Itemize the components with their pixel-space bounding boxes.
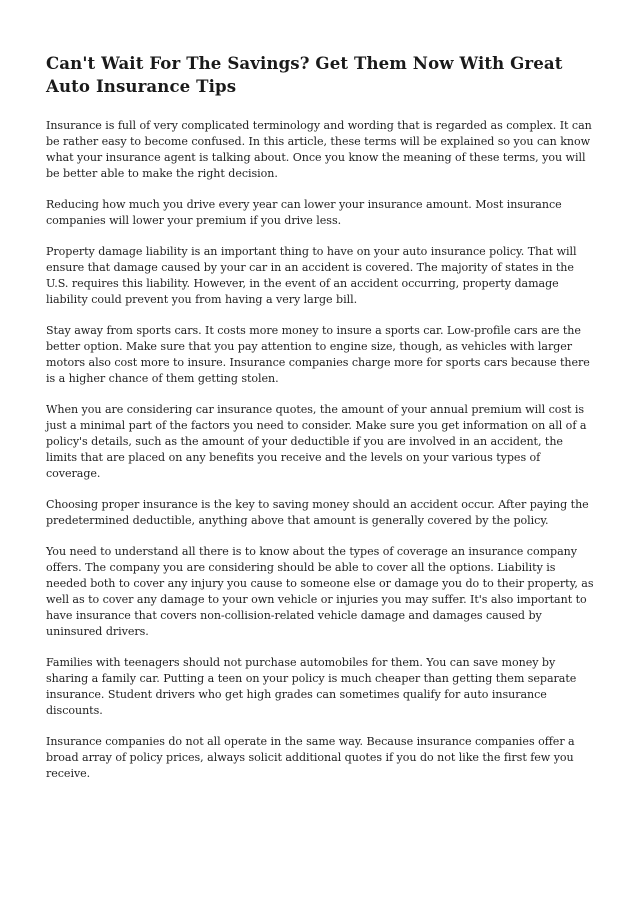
paragraph-9: Insurance companies do not all operate in the same way. Because insurance companies offer a broad array of policy prices, always solicit additional quotes if you do not like the first few you receive. bbox=[46, 735, 575, 780]
paragraph-4: Stay away from sports cars. It costs more money to insure a sports car. Low-profile cars are the better option. Make sure that you pay attention to engine size, though, as vehicles with larger motors also cost more to insure. Insurance companies charge more for sports cars because there is a higher chance of them getting stolen. bbox=[46, 324, 590, 385]
document-title: Can't Wait For The Savings? Get Them Now With Great Auto Insurance Tips bbox=[46, 53, 563, 96]
paragraph-5: When you are considering car insurance quotes, the amount of your annual premium will cost is just a minimal part of the factors you need to consider. Make sure you get information on all of a policy's details, such as the amount of your deductible if you are involved in an accident, the limits that are placed on any benefits you receive and the levels on your various types of coverage. bbox=[46, 403, 587, 480]
paragraph-6: Choosing proper insurance is the key to saving money should an accident occur. After paying the predetermined deductible, anything above that amount is generally covered by the policy. bbox=[46, 498, 589, 527]
paragraph-3: Property damage liability is an important thing to have on your auto insurance policy. That will ensure that damage caused by your car in an accident is covered. The majority of states in the U.S. requires this liability. However, in the event of an accident occurring, property damage liability could prevent you from having a very large bill. bbox=[46, 245, 577, 306]
paragraph-7: You need to understand all there is to know about the types of coverage an insurance company offers. The company you are considering should be able to cover all the options. Liability is needed both to cover any injury you cause to someone else or damage you do to their property, as well as to cover any damage to your own vehicle or injuries you may suffer. It's also important to have insurance that covers non-collision-related vehicle damage and damages caused by uninsured drivers. bbox=[46, 545, 594, 638]
paragraph-2: Reducing how much you drive every year can lower your insurance amount. Most insurance companies will lower your premium if you drive less. bbox=[46, 198, 562, 227]
paragraph-8: Families with teenagers should not purchase automobiles for them. You can save money by sharing a family car. Putting a teen on your policy is much cheaper than getting them separate insurance. Student drivers who get high grades can sometimes qualify for auto insurance discounts. bbox=[46, 656, 577, 717]
paragraph-1: Insurance is full of very complicated terminology and wording that is regarded as complex. It can be rather easy to become confused. In this article, these terms will be explained so you can know what your insurance agent is talking about. Once you know the meaning of these terms, you will be better able to make the right decision. bbox=[46, 119, 592, 180]
